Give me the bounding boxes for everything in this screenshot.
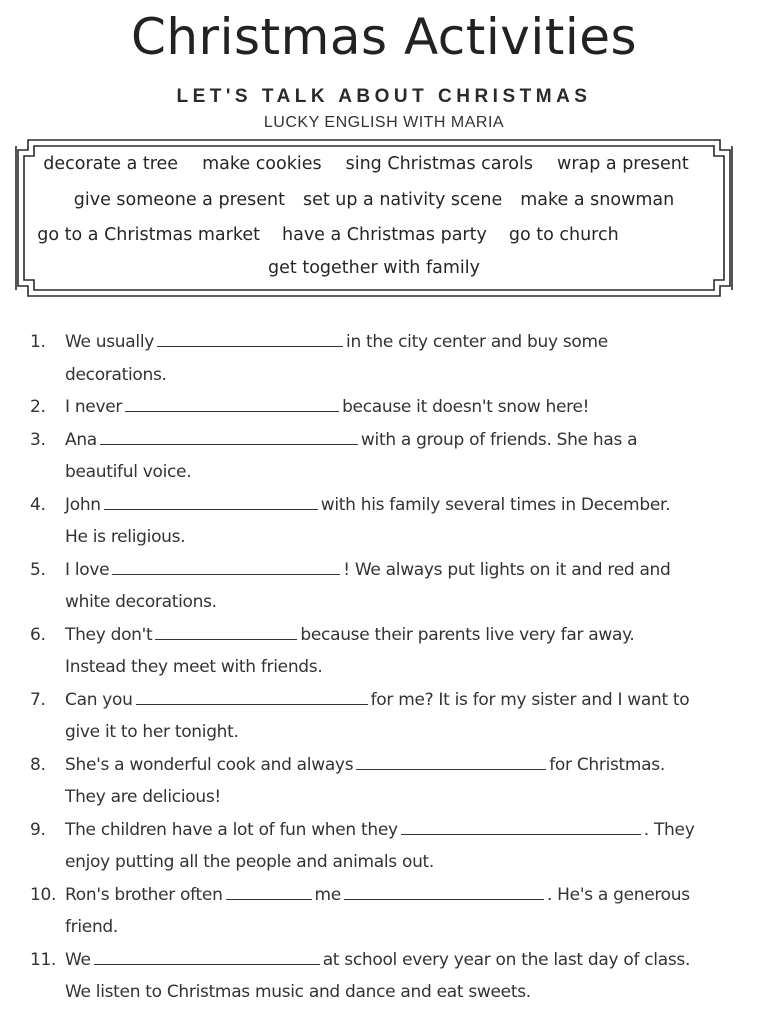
answer-blank[interactable] [344,883,544,900]
question-continuation: friend. [65,917,119,937]
answer-blank[interactable] [94,948,320,965]
question-number: 6. [30,624,46,645]
question-item [30,749,730,814]
question-number: 1. [30,332,46,352]
question-text: Can you [65,689,133,710]
page-title: Christmas Activities [130,8,638,66]
answer-blank[interactable] [401,818,641,835]
question-continuation: enjoy putting all the people and animals out. [65,852,435,872]
question-number: 3. [30,429,46,450]
answer-blank[interactable] [100,428,358,445]
question-text: Ron's brother often [65,884,223,905]
word-bank-box [14,136,734,300]
question-list [30,326,730,1009]
word-bank-item: make a snowman [520,190,675,210]
question-continuation: white decorations. [65,592,217,612]
question-text: with his family several times in December. [320,494,671,515]
question-item [30,619,730,684]
word-bank-item: go to church [508,225,619,245]
answer-blank[interactable] [125,395,339,412]
question-text: me [314,884,341,905]
question-item [30,879,730,944]
word-bank-item: make cookies [202,154,322,174]
question-item [30,684,730,749]
page-subtitle: LET'S TALK ABOUT CHRISTMAS [176,86,592,107]
question-text: for Christmas. [549,754,665,775]
question-text: They don't [65,624,153,645]
question-text: . They [643,819,695,840]
word-bank-item: decorate a tree [43,154,179,174]
question-number: 5. [30,559,46,580]
question-item [30,391,730,424]
question-text: . He's a generous [546,884,690,905]
question-item [30,326,730,391]
question-number: 7. [30,689,46,710]
answer-blank[interactable] [157,330,343,347]
answer-blank[interactable] [136,688,368,705]
word-bank-item: sing Christmas carols [345,154,533,174]
word-bank-item: wrap a present [557,154,689,174]
question-number: 4. [30,494,46,515]
question-continuation: We listen to Christmas music and dance and eat sweets. [65,982,531,1002]
question-item [30,814,730,879]
question-number: 11. [30,949,57,970]
question-text: Ana [65,429,97,450]
answer-blank[interactable] [356,753,546,770]
question-item [30,554,730,619]
question-text: in the city center and buy some [346,332,608,352]
question-continuation: give it to her tonight. [65,722,239,742]
word-bank-item: have a Christmas party [282,225,487,245]
question-text: ! We always put lights on it and red and [343,559,671,580]
question-item [30,944,730,1009]
question-number: 8. [30,754,46,775]
question-number: 10. [30,884,57,905]
question-continuation: Instead they meet with friends. [65,657,323,677]
question-text: because it doesn't snow here! [342,397,590,417]
author-line: LUCKY ENGLISH WITH MARIA [263,114,505,131]
question-text: She's a wonderful cook and always [65,754,354,775]
answer-blank[interactable] [104,493,318,510]
question-text: with a group of friends. She has a [360,429,638,450]
question-continuation: beautiful voice. [65,462,192,482]
question-continuation: He is religious. [65,527,186,547]
question-text: The children have a lot of fun when they [65,819,398,840]
answer-blank[interactable] [226,883,312,900]
question-number: 2. [30,397,46,417]
question-item [30,489,730,554]
word-bank-item: go to a Christmas market [37,225,260,245]
question-text: We usually [65,332,155,352]
question-item [30,424,730,489]
question-text: We [65,949,91,970]
question-continuation: decorations. [65,364,167,385]
word-bank-row-2 [14,190,734,210]
question-text: at school every year on the last day of class. [322,949,691,970]
answer-blank[interactable] [155,623,297,640]
word-bank-row-1 [6,154,726,174]
question-text: I love [65,559,110,580]
question-text: John [65,494,101,515]
question-text: because their parents live very far away. [300,624,635,645]
word-bank-item: set up a nativity scene [302,190,503,210]
question-text: for me? It is for my sister and I want to [370,689,690,710]
word-bank-item: get together with family [268,258,480,278]
answer-blank[interactable] [112,558,340,575]
word-bank-row-4 [14,258,734,278]
question-text: I never [65,397,123,417]
word-bank-row-3 [0,225,688,245]
word-bank-item: give someone a present [73,190,285,210]
question-number: 9. [30,819,46,840]
question-continuation: They are delicious! [65,787,221,807]
